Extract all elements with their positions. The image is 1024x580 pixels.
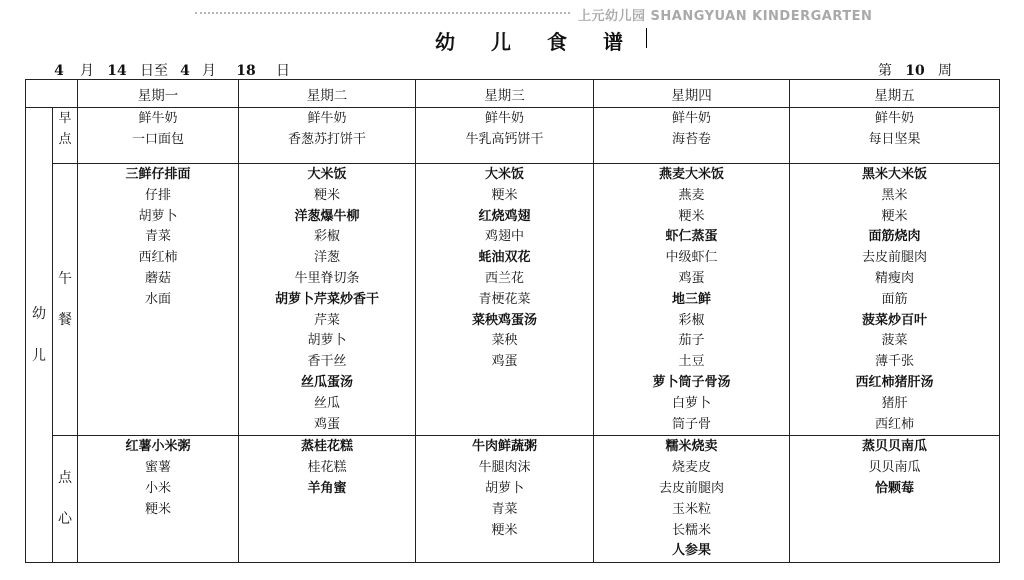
ingredient: 鲜牛奶	[484, 111, 524, 126]
dish-name: 蚝油双花	[478, 250, 531, 266]
text-cursor	[646, 28, 647, 48]
dish-name: 红薯小米粥	[125, 439, 191, 455]
title-char: 谱	[603, 30, 623, 54]
ingredient: 丝瓜	[313, 395, 340, 411]
ingredient: 粳米	[144, 501, 171, 517]
ingredient: 小米	[144, 480, 171, 496]
ingredient: 一口面包	[131, 131, 184, 147]
meal-row-breakfast	[26, 108, 1000, 164]
ingredient: 薄千张	[874, 354, 914, 370]
ingredient: 牛乳高钙饼干	[465, 131, 544, 147]
meal-label-char: 点	[58, 470, 72, 487]
day-header-tue: 星期二	[239, 80, 416, 108]
ingredient: 彩椒	[678, 312, 705, 328]
ingredient: 蜜薯	[144, 460, 171, 476]
title-char: 食	[547, 30, 567, 54]
dish-name: 燕麦大米饭	[658, 167, 724, 182]
group-label-char: 幼	[32, 306, 46, 323]
dish-name: 恰颗莓	[874, 480, 914, 496]
group-label-cell	[26, 108, 53, 563]
menu-cell	[790, 164, 1000, 436]
ingredient: 土豆	[678, 354, 705, 370]
menu-cell	[239, 436, 416, 563]
day-header-thu: 星期四	[594, 80, 790, 108]
dish-name: 西红柿猪肝汤	[855, 374, 934, 390]
ingredient: 鸡蛋	[678, 270, 705, 286]
ingredient: 青菜	[491, 501, 518, 517]
week-number	[878, 60, 952, 80]
ingredient: 菠菜	[881, 333, 908, 349]
start-month[interactable]: 4	[38, 63, 80, 80]
dish-name: 萝卜筒子骨汤	[652, 374, 731, 390]
menu-cell	[78, 164, 239, 436]
ingredient: 青菜	[144, 229, 171, 245]
menu-cell	[594, 164, 790, 436]
meal-label-cell	[53, 164, 78, 436]
start-day[interactable]: 14	[94, 63, 140, 80]
end-month[interactable]: 4	[168, 63, 202, 80]
ingredient: 猪肝	[881, 395, 908, 411]
header-row	[26, 80, 1000, 108]
brand-text: 上元幼儿园 SHANGYUAN KINDERGARTEN	[578, 9, 873, 24]
ingredient: 鸡蛋	[313, 416, 340, 432]
menu-cell	[594, 436, 790, 563]
ingredient: 中级虾仁	[665, 250, 718, 266]
day-label: 日	[276, 63, 290, 79]
menu-cell	[416, 164, 594, 436]
meal-label-char: 早	[58, 111, 72, 126]
dish-name: 丝瓜蛋汤	[300, 374, 353, 390]
ingredient: 茄子	[678, 333, 705, 349]
ingredient: 粳米	[881, 208, 908, 224]
ingredient: 牛腿肉沫	[478, 460, 531, 476]
ingredient: 粳米	[491, 522, 518, 538]
corner-cell	[26, 80, 78, 108]
to-label: 日至	[140, 63, 168, 79]
title-char: 幼	[435, 30, 455, 54]
ingredient: 西兰花	[484, 270, 524, 286]
ingredient: 燕麦	[678, 187, 705, 203]
page-title	[435, 26, 623, 55]
menu-cell	[594, 108, 790, 164]
ingredient: 鲜牛奶	[307, 111, 347, 126]
dish-name: 大米饭	[307, 167, 347, 182]
ingredient: 黑米	[881, 187, 908, 203]
ingredient: 西红柿	[874, 416, 914, 432]
week-prefix: 第	[878, 63, 892, 79]
meal-label-char: 午	[58, 270, 72, 287]
ingredient: 海苔卷	[671, 131, 711, 147]
dish-name: 羊角蜜	[307, 480, 347, 496]
dish-name: 大米饭	[484, 167, 524, 182]
meal-label-char: 餐	[58, 311, 72, 328]
dish-name: 面筋烧肉	[868, 229, 921, 245]
ingredient: 香干丝	[307, 354, 347, 370]
menu-cell	[78, 108, 239, 164]
ingredient: 精瘦肉	[874, 270, 914, 286]
week-suffix: 周	[938, 63, 952, 79]
dish-name: 洋葱爆牛柳	[294, 208, 360, 224]
ingredient: 筒子骨	[671, 416, 711, 432]
meal-row-lunch	[26, 164, 1000, 436]
month-label: 月	[202, 63, 216, 79]
ingredient: 粳米	[313, 187, 340, 203]
meal-label-char: 心	[58, 511, 72, 528]
ingredient: 去皮前腿肉	[861, 250, 927, 266]
day-header-fri: 星期五	[790, 80, 1000, 108]
ingredient: 水面	[144, 291, 171, 307]
dish-name: 糯米烧卖	[665, 439, 718, 455]
day-header-wed: 星期三	[416, 80, 594, 108]
meal-label-char: 点	[58, 131, 72, 147]
ingredient: 面筋	[881, 291, 908, 307]
menu-cell	[239, 108, 416, 164]
ingredient: 彩椒	[313, 229, 340, 245]
ingredient: 桂花糕	[307, 460, 347, 476]
dish-name: 虾仁蒸蛋	[665, 229, 718, 245]
ingredient: 长糯米	[671, 522, 711, 538]
ingredient: 鲜牛奶	[138, 111, 178, 126]
dish-name: 人参果	[671, 543, 711, 559]
dish-name: 牛肉鲜蔬粥	[471, 439, 537, 455]
menu-cell	[239, 164, 416, 436]
ingredient: 鸡翅中	[484, 229, 524, 245]
month-label: 月	[80, 63, 94, 79]
title-char: 儿	[491, 30, 511, 54]
ingredient: 粳米	[491, 187, 518, 203]
dish-name: 菜秧鸡蛋汤	[471, 312, 537, 328]
menu-table	[25, 79, 1000, 563]
week-value[interactable]: 10	[892, 63, 938, 80]
meal-label-cell	[53, 108, 78, 164]
ingredient: 牛里脊切条	[294, 270, 360, 286]
ingredient: 蘑菇	[144, 270, 171, 286]
ingredient: 每日坚果	[868, 131, 921, 147]
ingredient: 鸡蛋	[491, 354, 518, 370]
dish-name: 红烧鸡翅	[478, 208, 531, 224]
dish-name: 地三鲜	[671, 291, 711, 307]
ingredient: 胡萝卜	[484, 480, 524, 496]
dish-name: 菠菜炒百叶	[861, 312, 927, 328]
meal-label-cell	[53, 436, 78, 563]
dish-name: 蒸贝贝南瓜	[861, 439, 927, 455]
ingredient: 烧麦皮	[671, 460, 711, 476]
date-range	[38, 60, 290, 80]
meal-row-snack	[26, 436, 1000, 563]
group-label-char: 儿	[32, 348, 46, 365]
end-day[interactable]: 18	[216, 63, 276, 80]
dish-name: 蒸桂花糕	[300, 439, 353, 455]
ingredient: 白萝卜	[671, 395, 711, 411]
ingredient: 芹菜	[313, 312, 340, 328]
ingredient: 洋葱	[313, 250, 340, 266]
ingredient: 胡萝卜	[138, 208, 178, 224]
ingredient: 去皮前腿肉	[658, 480, 724, 496]
ingredient: 贝贝南瓜	[868, 460, 921, 476]
menu-cell	[78, 436, 239, 563]
ingredient: 玉米粒	[671, 501, 711, 517]
menu-cell	[790, 108, 1000, 164]
ingredient: 青梗花菜	[478, 291, 531, 307]
dish-name: 胡萝卜芹菜炒香干	[274, 291, 379, 307]
ingredient: 鲜牛奶	[671, 111, 711, 126]
ingredient: 粳米	[678, 208, 705, 224]
day-header-mon: 星期一	[78, 80, 239, 108]
ingredient: 仔排	[144, 187, 171, 203]
ingredient: 香葱苏打饼干	[287, 131, 366, 147]
ingredient: 胡萝卜	[307, 333, 347, 349]
dish-name: 黑米大米饭	[861, 167, 927, 182]
ingredient: 菜秧	[491, 333, 518, 349]
menu-cell	[416, 436, 594, 563]
menu-cell	[790, 436, 1000, 563]
header-dotted-line	[195, 12, 570, 14]
ingredient: 西红柿	[138, 250, 178, 266]
menu-cell	[416, 108, 594, 164]
ingredient: 鲜牛奶	[874, 111, 914, 126]
dish-name: 三鲜仔排面	[125, 167, 191, 182]
